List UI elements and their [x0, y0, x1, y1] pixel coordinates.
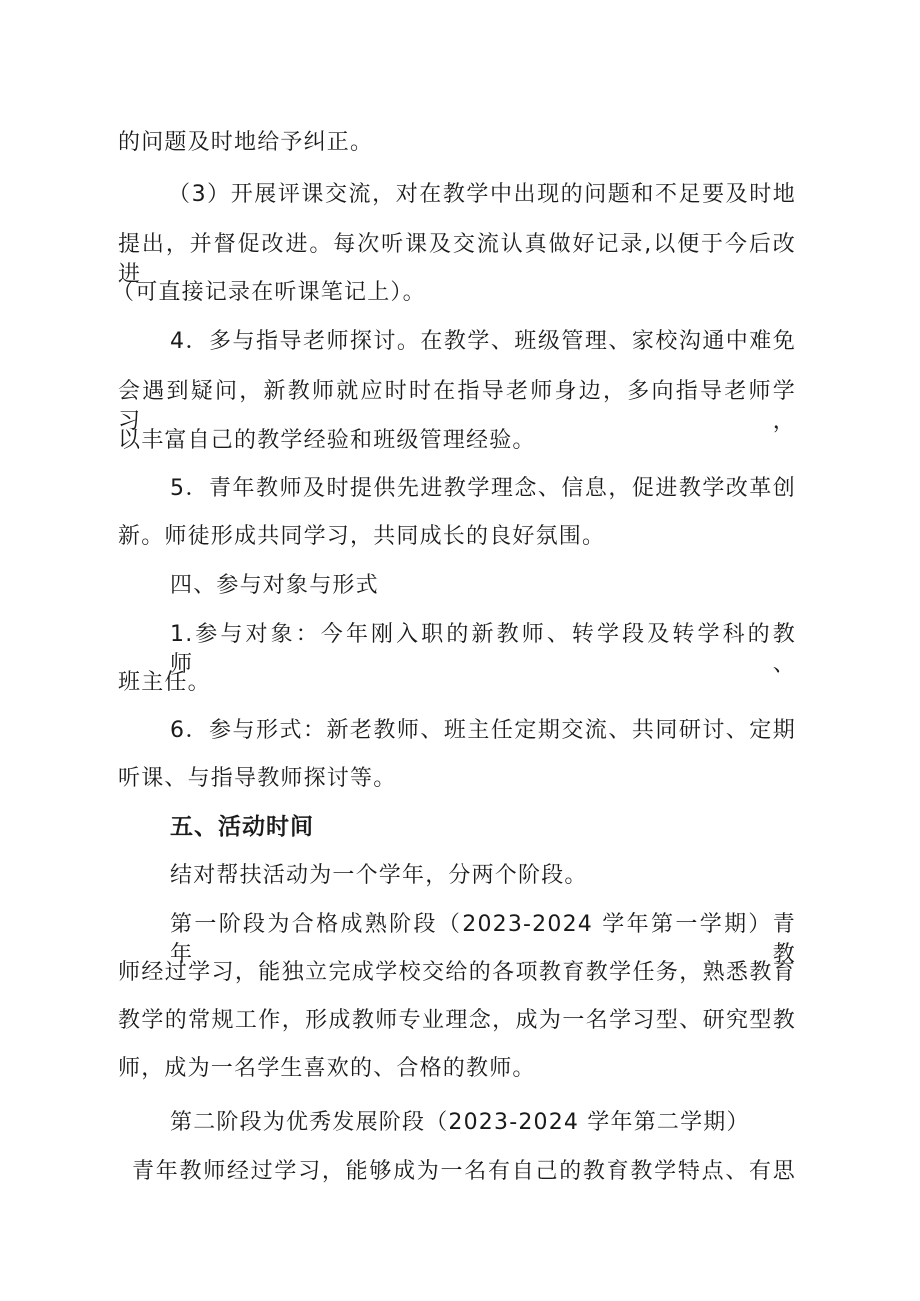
- text-line: 师经过学习，能独立完成学校交给的各项教育教学任务，熟悉教育: [118, 960, 796, 985]
- text-line: 1.参与对象：今年刚入职的新教师、转学段及转学科的教师、: [170, 622, 796, 677]
- text-line: 青年教师经过学习，能够成为一名有自己的教育教学特点、有思: [132, 1159, 796, 1184]
- text-line: 的问题及时地给予纠正。: [118, 130, 374, 155]
- text-line: 5．青年教师及时提供先进教学理念、信息，促进教学改革创: [170, 476, 796, 501]
- text-line: 4．多与指导老师探讨。在教学、班级管理、家校沟通中难免: [170, 329, 796, 354]
- text-line: 以丰富自己的教学经验和班级管理经验。: [118, 428, 536, 453]
- section-heading-four: 四、参与对象与形式: [170, 573, 379, 598]
- text-line: 结对帮扶活动为一个学年，分两个阶段。: [170, 863, 588, 888]
- text-line: 6．参与形式：新老教师、班主任定期交流、共同研讨、定期: [170, 718, 796, 743]
- text-line: 会遇到疑问，新教师就应时时在指导老师身边，多向指导老师学习，: [118, 379, 796, 434]
- text-line: 新。师徒形成共同学习，共同成长的良好氛围。: [118, 524, 606, 549]
- text-line: （3）开展评课交流，对在教学中出现的问题和不足要及时地: [168, 182, 796, 207]
- text-line: 第一阶段为合格成熟阶段（2023-2024 学年第一学期）青年教: [170, 912, 796, 967]
- section-heading-five: 五、活动时间: [170, 814, 314, 840]
- text-line: 听课、与指导教师探讨等。: [118, 766, 397, 791]
- text-line: 教学的常规工作，形成教师专业理念，成为一名学习型、研究型教: [118, 1008, 796, 1033]
- text-line: 提出，并督促改进。每次听课及交流认真做好记录,以便于今后改进: [118, 232, 796, 287]
- text-line: 班主任。: [118, 670, 211, 695]
- text-line: 师，成为一名学生喜欢的、合格的教师。: [118, 1056, 536, 1081]
- text-line: 第二阶段为优秀发展阶段（2023-2024 学年第二学期）: [170, 1110, 750, 1135]
- text-line: （可直接记录在听课笔记上）。: [112, 280, 426, 305]
